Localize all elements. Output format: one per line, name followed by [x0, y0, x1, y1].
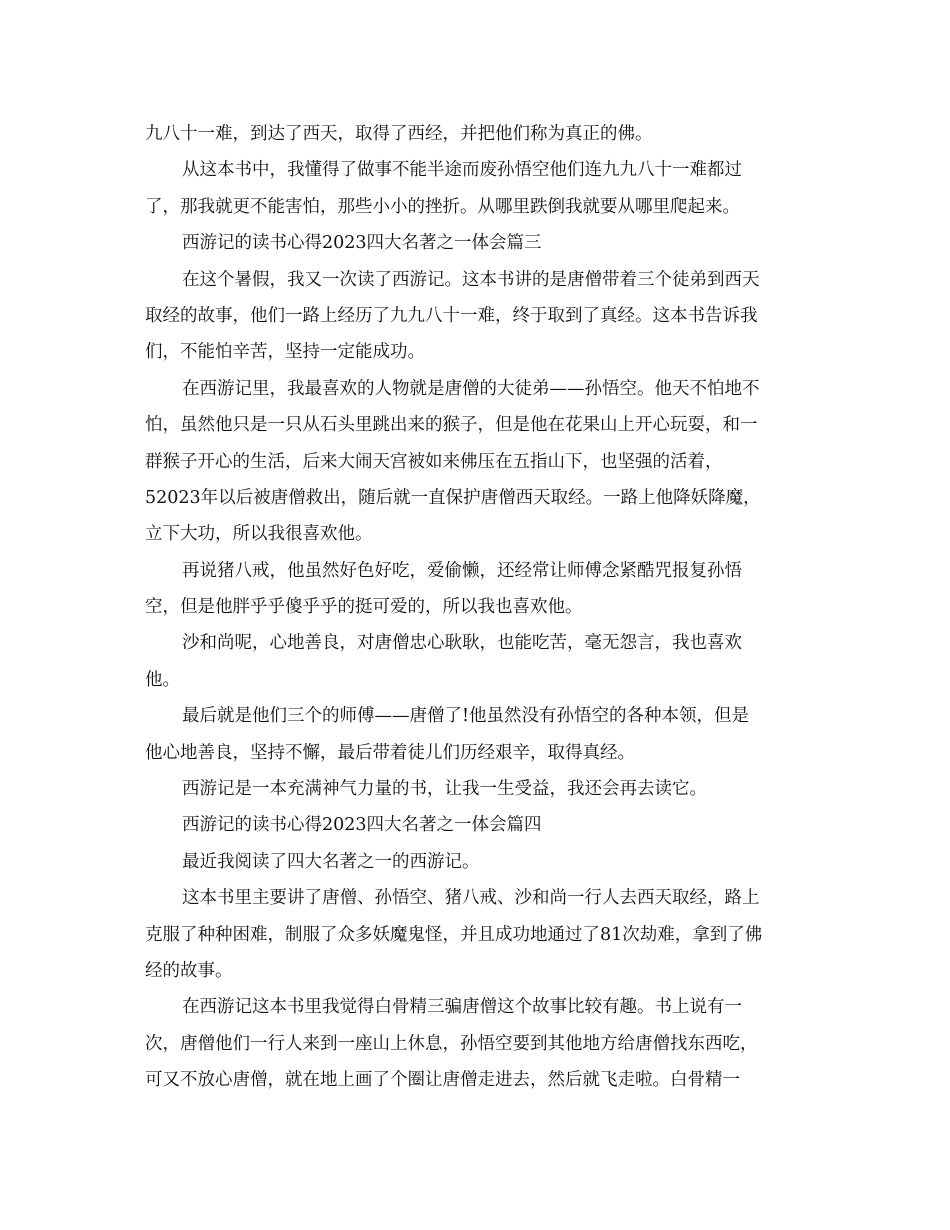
text-line: 怕，虽然他只是一只从石头里跳出来的猴子，但是他在花果山上开心玩耍，和一 [145, 415, 758, 436]
text-line: 西游记是一本充满神气力量的书，让我一生受益，我还会再去读它。 [182, 779, 707, 800]
text-line: 最近我阅读了四大名著之一的西游记。 [182, 851, 480, 872]
text-line: 经的故事。 [145, 960, 233, 981]
text-line: 次，唐僧他们一行人来到一座山上休息，孙悟空要到其他地方给唐僧找东西吃， [145, 1033, 758, 1054]
text-line: 从这本书中，我懂得了做事不能半途而废孙悟空他们连九九八十一难都过 [182, 160, 742, 181]
text-line: 立下大功，所以我很喜欢他。 [145, 524, 373, 545]
text-line: 在西游记里，我最喜欢的人物就是唐僧的大徒弟——孙悟空。他天不怕地不 [182, 378, 760, 399]
text-line: 西游记的读书心得2023四大名著之一体会篇四 [182, 815, 542, 836]
text-line: 可又不放心唐僧，就在地上画了个圈让唐僧走进去，然后就飞走啦。白骨精一 [145, 1070, 740, 1091]
text-line: 这本书里主要讲了唐僧、孙悟空、猪八戒、沙和尚一行人去西天取经，路上 [182, 888, 760, 909]
text-line: 了，那我就更不能害怕，那些小小的挫折。从哪里跌倒我就要从哪里爬起来。 [145, 196, 740, 217]
text-line: 空，但是他胖乎乎傻乎乎的挺可爱的，所以我也喜欢他。 [145, 597, 583, 618]
text-line: 九八十一难，到达了西天，取得了西经，并把他们称为真正的佛。 [145, 124, 653, 144]
text-line: 再说猪八戒，他虽然好色好吃，爱偷懒，还经常让师傅念紧酷咒报复孙悟 [182, 560, 742, 581]
text-line: 52023年以后被唐僧救出，随后就一直保护唐僧西天取经。一路上他降妖降魔， [145, 487, 761, 508]
text-line: 在这个暑假，我又一次读了西游记。这本书讲的是唐僧带着三个徒弟到西天 [182, 269, 760, 290]
text-line: 取经的故事，他们一路上经历了九九八十一难，终于取到了真经。这本书告诉我 [145, 305, 758, 326]
document-body [145, 116, 810, 1099]
text-line: 们，不能怕辛苦，坚持一定能成功。 [145, 342, 425, 363]
text-line: 他心地善良，坚持不懈，最后带着徒儿们历经艰辛，取得真经。 [145, 742, 635, 763]
text-line: 他。 [145, 669, 180, 690]
text-line: 群猴子开心的生活，后来大闹天宫被如来佛压在五指山下，也坚强的活着， [145, 451, 723, 472]
text-line: 西游记的读书心得2023四大名著之一体会篇三 [182, 233, 542, 254]
text-line: 沙和尚呢，心地善良，对唐僧忠心耿耿，也能吃苦，毫无怨言，我也喜欢 [182, 633, 742, 654]
text-line: 克服了种种困难，制服了众多妖魔鬼怪，并且成功地通过了81次劫难，拿到了佛 [145, 924, 763, 945]
text-line: 最后就是他们三个的师傅——唐僧了!他虽然没有孙悟空的各种本领，但是 [182, 706, 750, 727]
text-line: 在西游记这本书里我觉得白骨精三骗唐僧这个故事比较有趣。书上说有一 [182, 997, 742, 1018]
